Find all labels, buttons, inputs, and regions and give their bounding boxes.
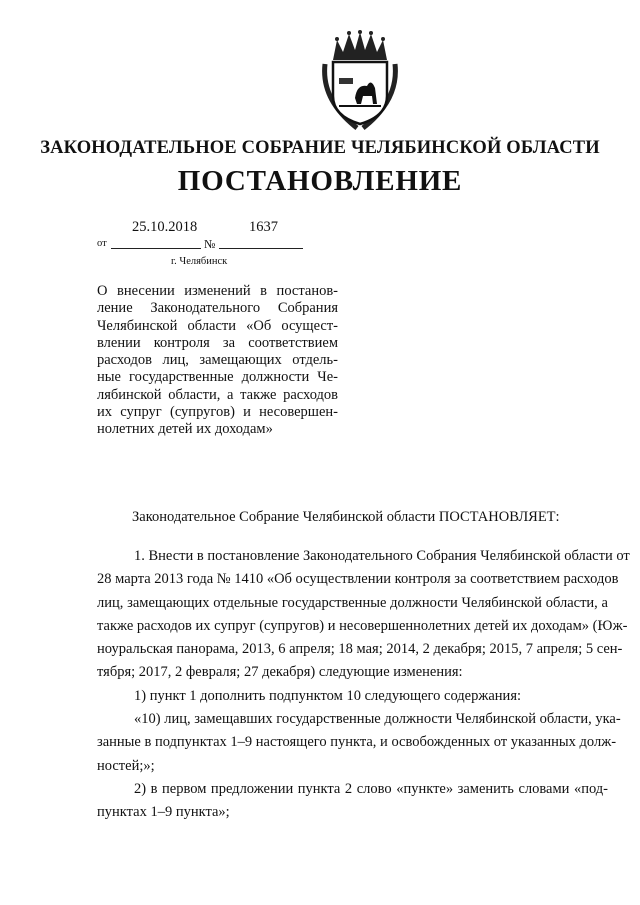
body-line: занные в подпунктах 1–9 настоящего пункта, и освобожденных от указанных долж-	[97, 734, 617, 751]
place-label: г. Челябинск	[171, 256, 228, 267]
subject-line: ные государственные должности Че-	[97, 369, 338, 386]
subject-line: О внесении изменений в постанов-	[97, 283, 338, 299]
body-line: пунктах 1–9 пункта»;	[97, 804, 230, 821]
subject-line: ление Законодательного Собрания	[97, 300, 338, 317]
body-line: «10) лиц, замещавших государственные должности Челябинской области, ука-	[134, 711, 621, 728]
document-subject	[97, 283, 338, 439]
subject-line: лябинской области, а также расходов	[97, 386, 338, 403]
body-line: 2) в первом предложении пункта 2 слово «пункте» заменить словами «под-	[134, 780, 608, 797]
subject-line: влении контроля за соответствием	[97, 334, 338, 351]
body-line: 1. Внести в постановление Законодательного Собрания Челябинской области от	[134, 548, 630, 564]
coat-of-arms-emblem	[319, 30, 401, 132]
resolution-body	[97, 545, 630, 825]
organization-title: ЗАКОНОДАТЕЛЬНОЕ СОБРАНИЕ ЧЕЛЯБИНСКОЙ ОБЛАСТИ	[40, 138, 600, 158]
subject-line: расходов лиц, замещающих отдель-	[97, 352, 338, 369]
number-value: 1637	[249, 219, 278, 235]
body-line: лиц, замещающих отдельные государственные должности Челябинской области, а	[97, 594, 608, 611]
body-line: тября; 2017, 2 февраля; 27 декабря) следующие изменения:	[97, 664, 463, 681]
subject-line: их супруг (супругов) и несовершен-	[97, 404, 338, 421]
subject-line: нолетних детей их доходам»	[97, 421, 273, 438]
body-line: 1) пункт 1 дополнить подпунктом 10 следующего содержания:	[134, 687, 522, 704]
date-prefix: от	[97, 238, 107, 249]
preamble-text: Законодательное Собрание Челябинской области ПОСТАНОВЛЯЕТ:	[132, 509, 560, 525]
body-line: ноуральская панорама, 2013, 6 апреля; 18 мая; 2014, 2 декабря; 2015, 7 апреля; 5 сен-	[97, 641, 623, 658]
number-prefix: №	[204, 237, 216, 251]
body-line: 28 марта 2013 года № 1410 «Об осуществлении контроля за соответствием расходов	[97, 571, 619, 588]
body-line: ностей;»;	[97, 757, 155, 774]
document-type-title: ПОСТАНОВЛЕНИЕ	[177, 165, 463, 197]
date-value: 25.10.2018	[132, 219, 198, 235]
subject-line: Челябинской области «Об осущест-	[97, 317, 338, 334]
date-underline	[111, 248, 201, 249]
number-underline	[219, 248, 303, 249]
body-line: также расходов их супруг (супругов) и несовершеннолетних детей их доходам» (Юж-	[97, 617, 628, 634]
